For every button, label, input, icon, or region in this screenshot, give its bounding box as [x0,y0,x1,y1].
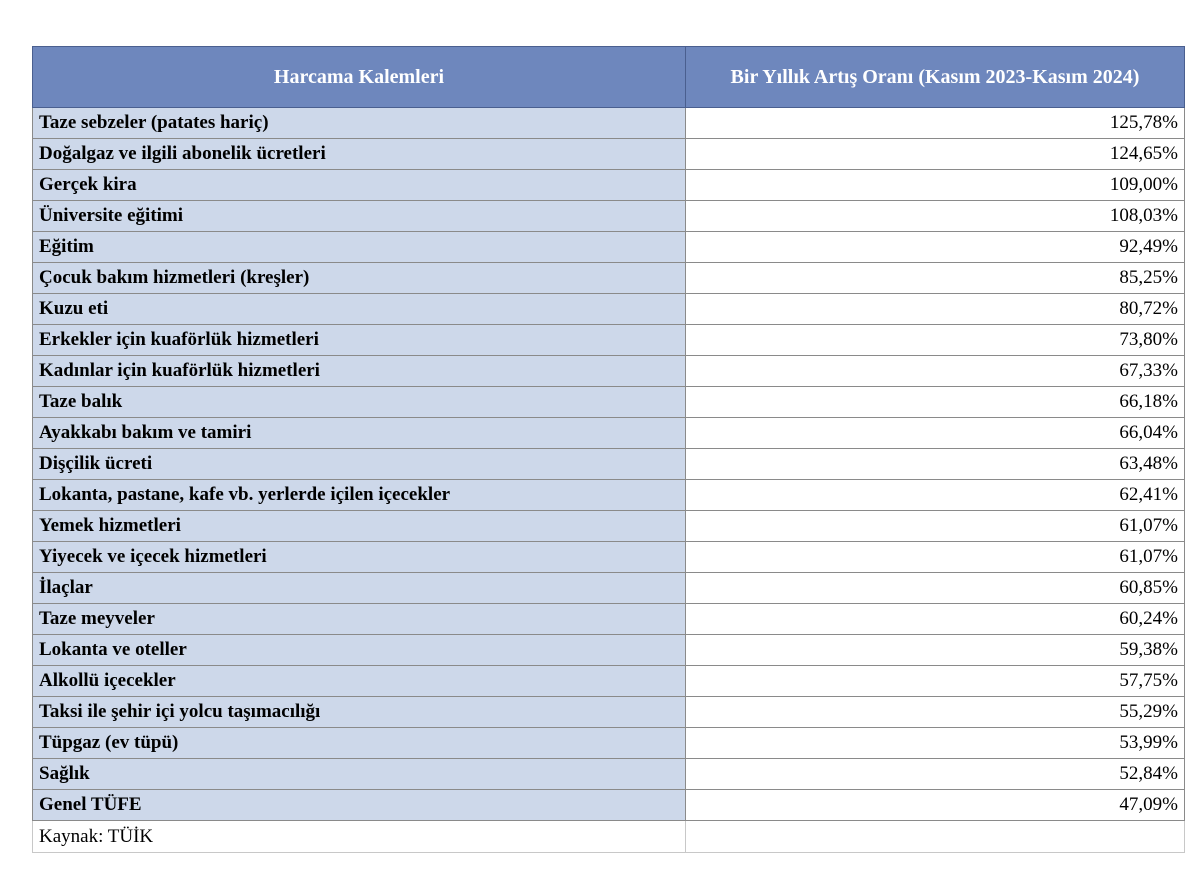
item-name-cell: Gerçek kira [33,170,686,201]
table-row [33,263,1185,294]
table-row [33,666,1185,697]
table-row [33,759,1185,790]
item-name-cell: Taze meyveler [33,604,686,635]
rate-cell: 62,41% [686,480,1185,511]
item-name-cell: Tüpgaz (ev tüpü) [33,728,686,759]
item-name-cell: Kuzu eti [33,294,686,325]
table-row [33,201,1185,232]
header-items: Harcama Kalemleri [33,47,686,108]
table-row [33,418,1185,449]
item-name-cell: Doğalgaz ve ilgili abonelik ücretleri [33,139,686,170]
table-row [33,542,1185,573]
rate-cell: 63,48% [686,449,1185,480]
item-name-cell: Üniversite eğitimi [33,201,686,232]
table-row [33,294,1185,325]
rate-cell: 92,49% [686,232,1185,263]
rate-cell: 53,99% [686,728,1185,759]
table-row [33,449,1185,480]
table-row [33,790,1185,821]
item-name-cell: Lokanta, pastane, kafe vb. yerlerde içilen içecekler [33,480,686,511]
rate-cell: 57,75% [686,666,1185,697]
item-name-cell: Kadınlar için kuaförlük hizmetleri [33,356,686,387]
item-name-cell: Yemek hizmetleri [33,511,686,542]
rate-cell: 108,03% [686,201,1185,232]
rate-cell: 61,07% [686,542,1185,573]
table-row [33,480,1185,511]
item-name-cell: Dişçilik ücreti [33,449,686,480]
table-row [33,573,1185,604]
table-row [33,232,1185,263]
rate-cell: 55,29% [686,697,1185,728]
table-row [33,108,1185,139]
rate-cell: 47,09% [686,790,1185,821]
table-row [33,170,1185,201]
rate-cell: 59,38% [686,635,1185,666]
table-row [33,511,1185,542]
item-name-cell: Genel TÜFE [33,790,686,821]
rate-cell: 66,18% [686,387,1185,418]
rate-cell: 52,84% [686,759,1185,790]
inflation-table [32,46,1185,853]
item-name-cell: Erkekler için kuaförlük hizmetleri [33,325,686,356]
item-name-cell: Alkollü içecekler [33,666,686,697]
item-name-cell: Ayakkabı bakım ve tamiri [33,418,686,449]
rate-cell: 125,78% [686,108,1185,139]
table-row [33,635,1185,666]
rate-cell: 67,33% [686,356,1185,387]
table-row [33,356,1185,387]
rate-cell: 60,24% [686,604,1185,635]
rate-cell: 66,04% [686,418,1185,449]
item-name-cell: Taze balık [33,387,686,418]
source-note: Kaynak: TÜİK [33,821,686,853]
table-row [33,697,1185,728]
header-row [33,47,1185,108]
rate-cell: 109,00% [686,170,1185,201]
table-row [33,325,1185,356]
table-row [33,604,1185,635]
item-name-cell: Eğitim [33,232,686,263]
rate-cell: 61,07% [686,511,1185,542]
item-name-cell: Çocuk bakım hizmetleri (kreşler) [33,263,686,294]
table-row [33,139,1185,170]
item-name-cell: Lokanta ve oteller [33,635,686,666]
table-row [33,387,1185,418]
header-rate: Bir Yıllık Artış Oranı (Kasım 2023-Kasım 2024) [686,47,1185,108]
item-name-cell: Taze sebzeler (patates hariç) [33,108,686,139]
rate-cell: 73,80% [686,325,1185,356]
table-row [33,728,1185,759]
rate-cell: 80,72% [686,294,1185,325]
source-row [33,821,1185,853]
item-name-cell: Yiyecek ve içecek hizmetleri [33,542,686,573]
item-name-cell: İlaçlar [33,573,686,604]
item-name-cell: Sağlık [33,759,686,790]
rate-cell: 124,65% [686,139,1185,170]
item-name-cell: Taksi ile şehir içi yolcu taşımacılığı [33,697,686,728]
source-empty-cell [686,821,1185,853]
rate-cell: 60,85% [686,573,1185,604]
rate-cell: 85,25% [686,263,1185,294]
